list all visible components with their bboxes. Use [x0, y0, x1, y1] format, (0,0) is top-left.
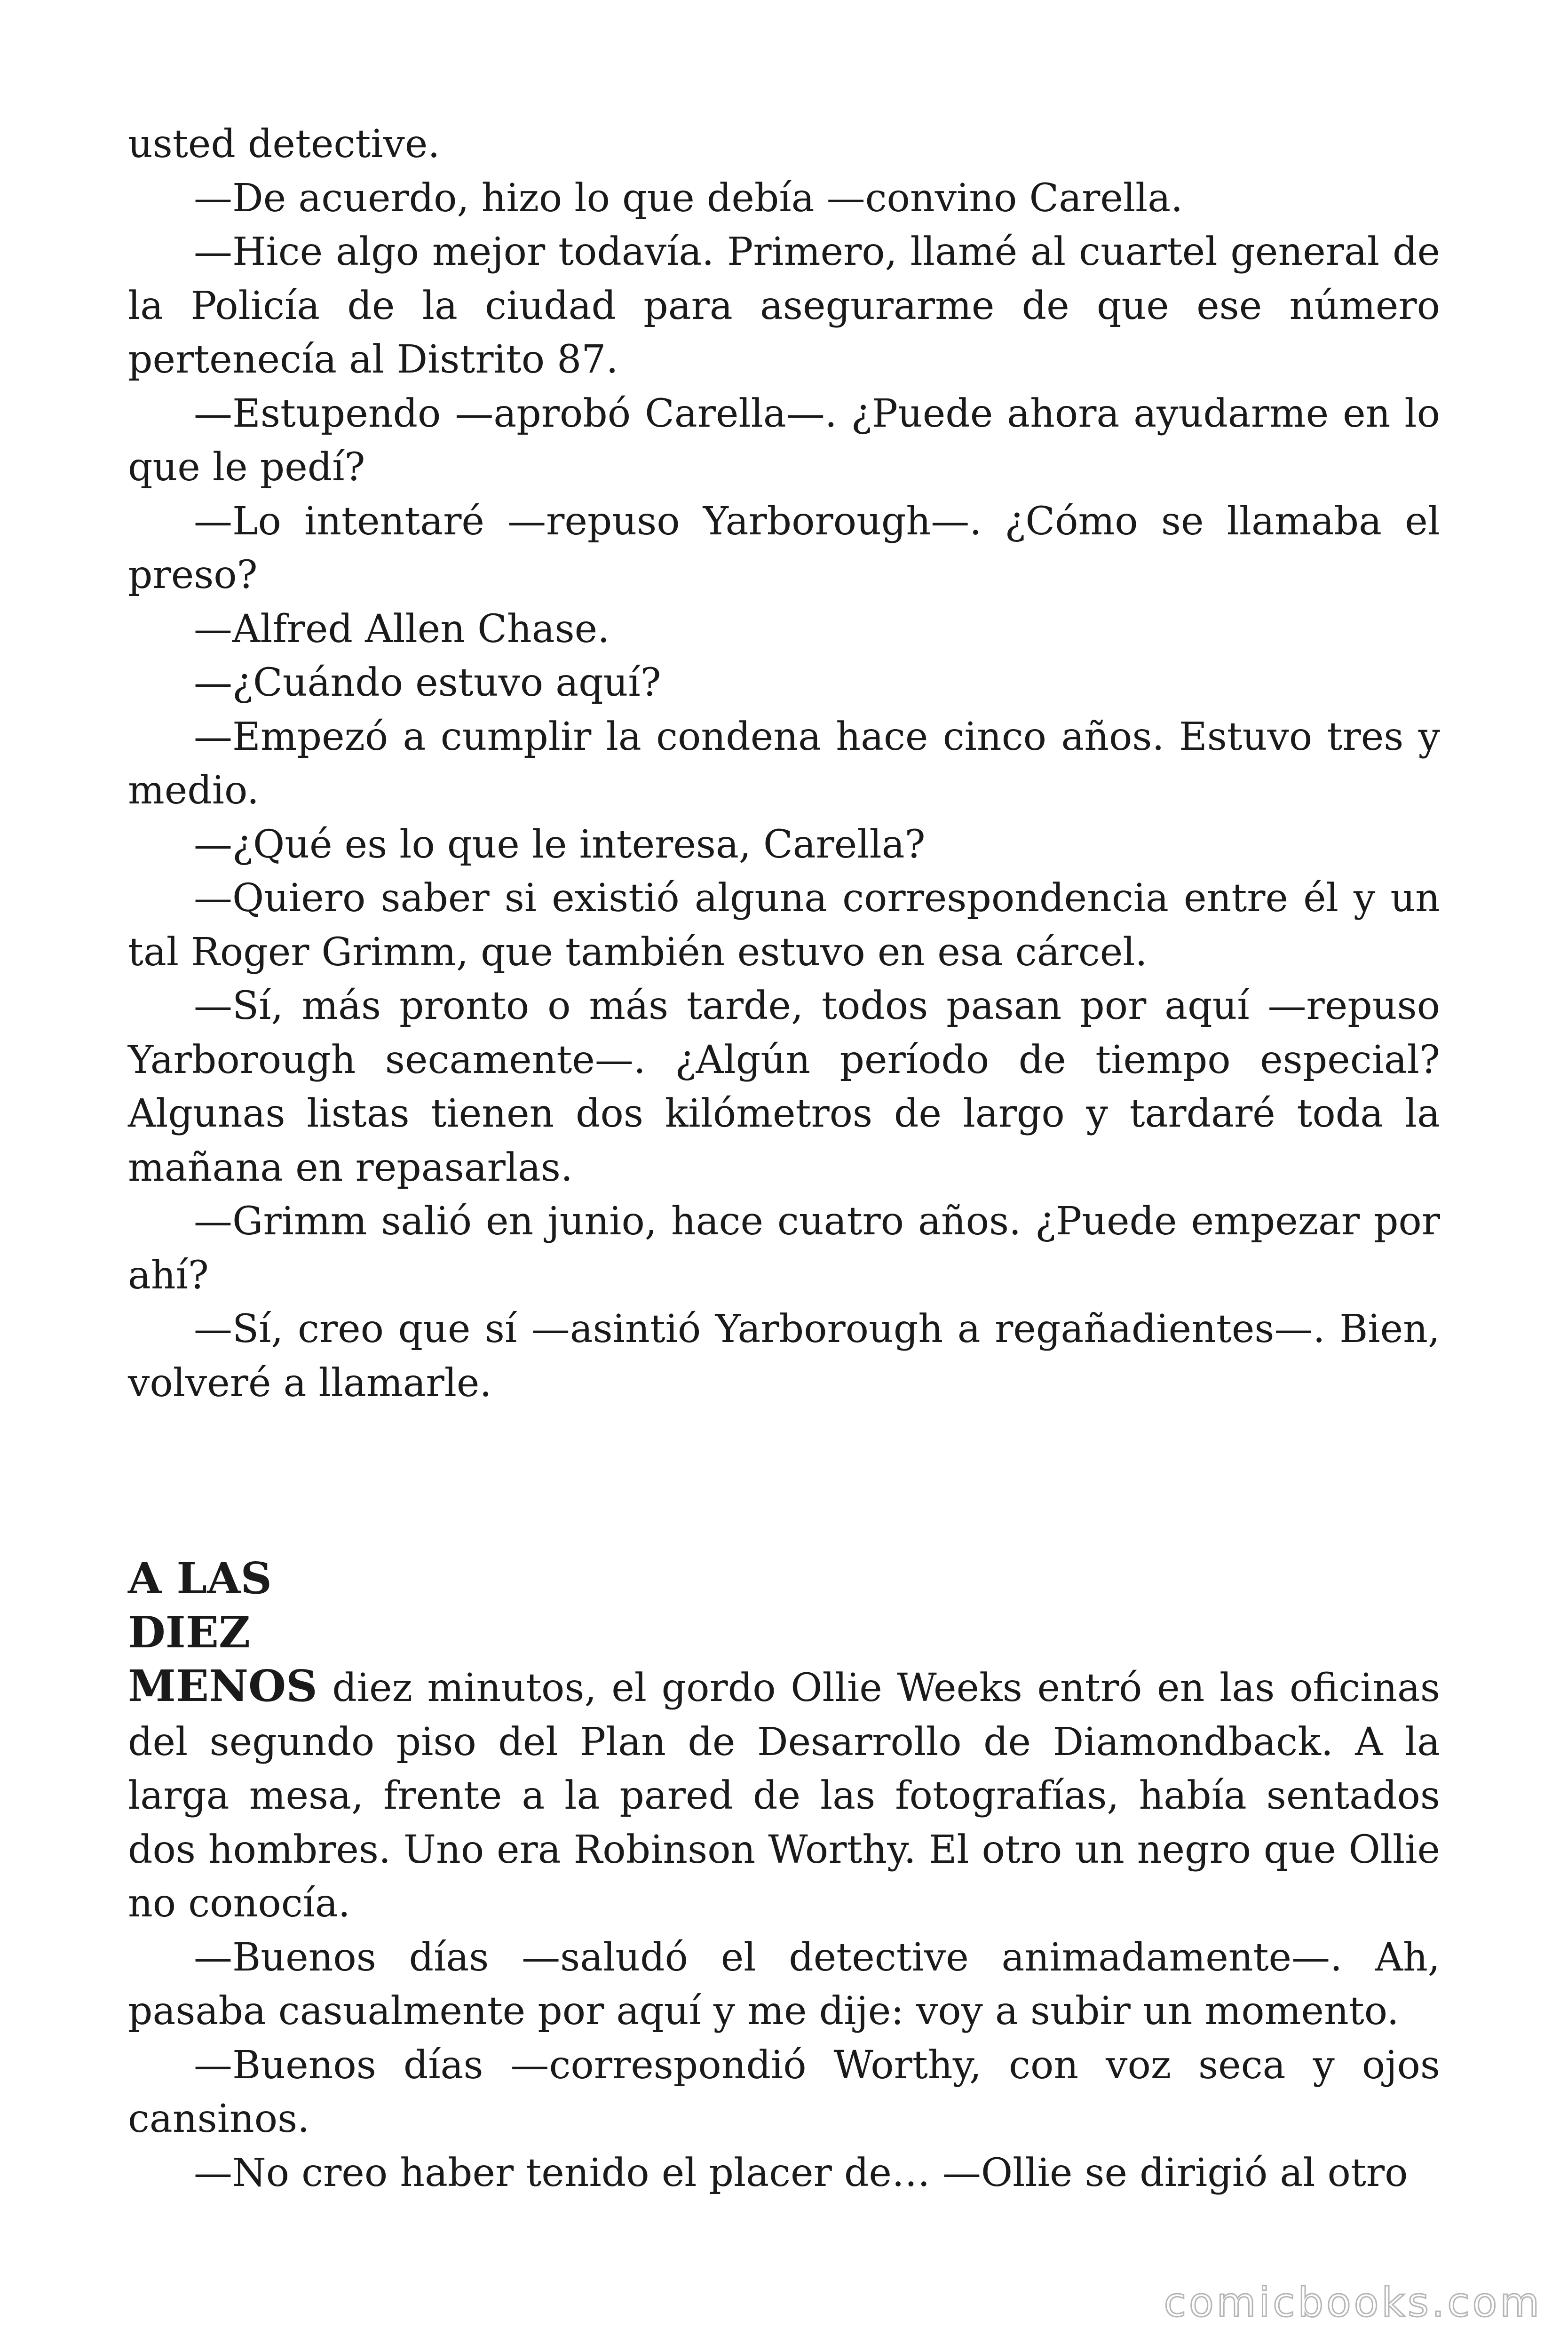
section-break	[128, 1410, 1440, 1551]
text-block-top	[128, 118, 1440, 1410]
section-opening	[128, 1551, 1440, 1931]
text-block-bottom	[128, 1931, 1440, 2201]
paragraph: —Sí, creo que sí —asintió Yarborough a regañadientes—. Bien, volveré a llamarle.	[128, 1307, 1440, 1406]
section-heading-line: A LAS	[128, 1553, 272, 1604]
paragraph: —Empezó a cumplir la condena hace cinco años. Estuvo tres y medio.	[128, 714, 1440, 813]
paragraph: —Sí, más pronto o más tarde, todos pasan por aquí —repuso Yarborough secamente—. ¿Algún período de tiempo especial? Algunas listas tienen dos kilómetros de largo y tardaré toda la mañana en repasarlas.	[128, 984, 1440, 1190]
lead-paragraph	[128, 1659, 1440, 1931]
paragraph: —Hice algo mejor todavía. Primero, llamé al cuartel general de la Policía de la ciudad para asegurarme de que ese número pertenecía al Distrito 87.	[128, 230, 1440, 382]
paragraph: —Quiero saber si existió alguna correspondencia entre él y un tal Roger Grimm, que también estuvo en esa cárcel.	[128, 876, 1440, 975]
page-body	[128, 118, 1440, 2200]
paragraph: —¿Qué es lo que le interesa, Carella?	[194, 822, 926, 867]
paragraph: —De acuerdo, hizo lo que debía —convino Carella.	[194, 175, 1183, 221]
section-heading-line: DIEZ	[128, 1606, 251, 1658]
paragraph: —Alfred Allen Chase.	[194, 606, 610, 652]
lead-word: MENOS	[128, 1661, 317, 1711]
paragraph: —Lo intentaré —repuso Yarborough—. ¿Cómo se llamaba el preso?	[128, 499, 1440, 597]
paragraph: —Buenos días —correspondió Worthy, con voz seca y ojos cansinos.	[128, 2042, 1440, 2141]
lead-paragraph-text: diez minutos, el gordo Ollie Weeks entró en las oficinas del segundo piso del Plan de Desarrollo de Diamondback. A la larga mesa, frente a la pared de las fotografías, había sentados dos hombres. Uno era Robinson Worthy. El otro un negro que Ollie no conocía.	[128, 1666, 1440, 1926]
paragraph: —Buenos días —saludó el detective animadamente—. Ah, pasaba casualmente por aquí y me dije: voy a subir un momento.	[128, 1935, 1440, 2034]
paragraph: —Estupendo —aprobó Carella—. ¿Puede ahora ayudarme en lo que le pedí?	[128, 391, 1440, 490]
paragraph: —No creo haber tenido el placer de… —Ollie se dirigió al otro	[194, 2150, 1408, 2195]
paragraph: —Grimm salió en junio, hace cuatro años. ¿Puede empezar por ahí?	[128, 1199, 1440, 1298]
watermark: comicbooks.com	[1164, 2279, 1542, 2326]
paragraph: usted detective.	[128, 122, 440, 167]
paragraph: —¿Cuándo estuvo aquí?	[194, 660, 661, 705]
